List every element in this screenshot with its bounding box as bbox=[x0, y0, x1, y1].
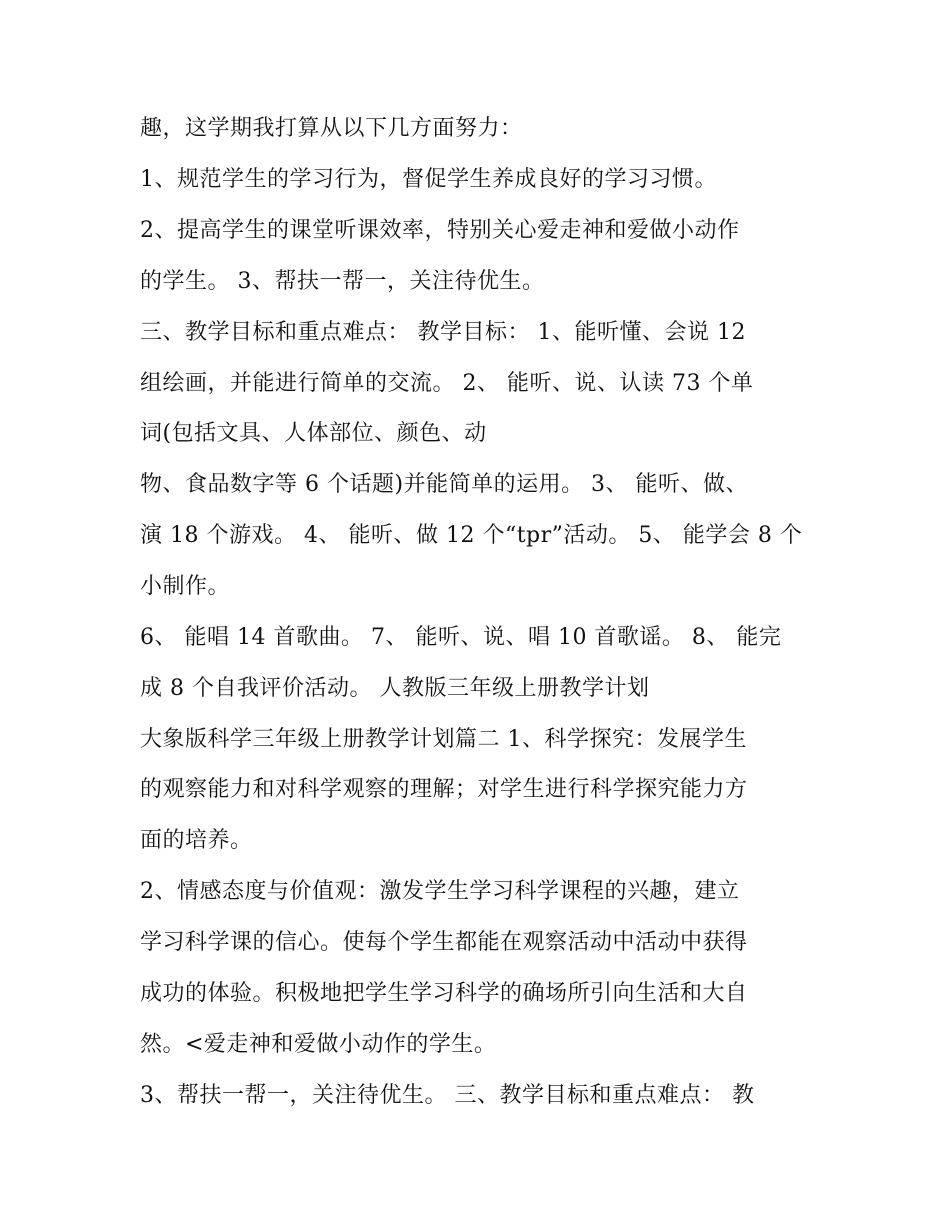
text-line: 的观察能力和对科学观察的理解；对学生进行科学探究能力方 bbox=[140, 777, 748, 802]
text-line: 1、规范学生的学习行为，督促学生养成良好的学习习惯。 bbox=[140, 167, 717, 192]
text-line: 学习科学课的信心。使每个学生都能在观察活动中活动中获得 bbox=[140, 930, 748, 955]
text-line: 的学生。 3、帮扶一帮一，关注待优生。 bbox=[140, 269, 545, 294]
text-line: 2、提高学生的课堂听课效率，特别关心爱走神和爱做小动作 bbox=[140, 218, 740, 243]
text-line: 小制作。 bbox=[140, 574, 231, 599]
text-line: 然。<爱走神和爱做小动作的学生。 bbox=[140, 1032, 497, 1057]
text-line: 组绘画，并能进行简单的交流。 2、 能听、说、认读 73 个单 bbox=[140, 371, 754, 396]
text-line: 趣，这学期我打算从以下几方面努力： bbox=[140, 116, 523, 141]
text-line: 大象版科学三年级上册教学计划篇二 1、科学探究：发展学生 bbox=[140, 727, 747, 752]
text-line: 成 8 个自我评价活动。 人教版三年级上册教学计划 bbox=[140, 676, 650, 701]
text-line: 6、 能唱 14 首歌曲。 7、 能听、说、唱 10 首歌谣。 8、 能完 bbox=[140, 625, 782, 650]
text-line: 三、教学目标和重点难点： 教学目标： 1、能听懂、会说 12 bbox=[140, 320, 746, 345]
text-line: 2、情感态度与价值观：激发学生学习科学课程的兴趣，建立 bbox=[140, 879, 740, 904]
text-line: 物、食品数字等 6 个话题)并能简单的运用。 3、 能听、做、 bbox=[140, 472, 749, 497]
text-line: 3、帮扶一帮一，关注待优生。 三、教学目标和重点难点： 教 bbox=[140, 1083, 755, 1108]
text-line: 演 18 个游戏。 4、 能听、做 12 个“tpr”活动。 5、 能学会 8 个 bbox=[140, 523, 803, 548]
text-line: 成功的体验。积极地把学生学习科学的确场所引向生活和大自 bbox=[140, 981, 748, 1006]
text-line: 词(包括文具、人体部位、颜色、动 bbox=[140, 421, 487, 446]
text-line: 面的培养。 bbox=[140, 828, 253, 853]
